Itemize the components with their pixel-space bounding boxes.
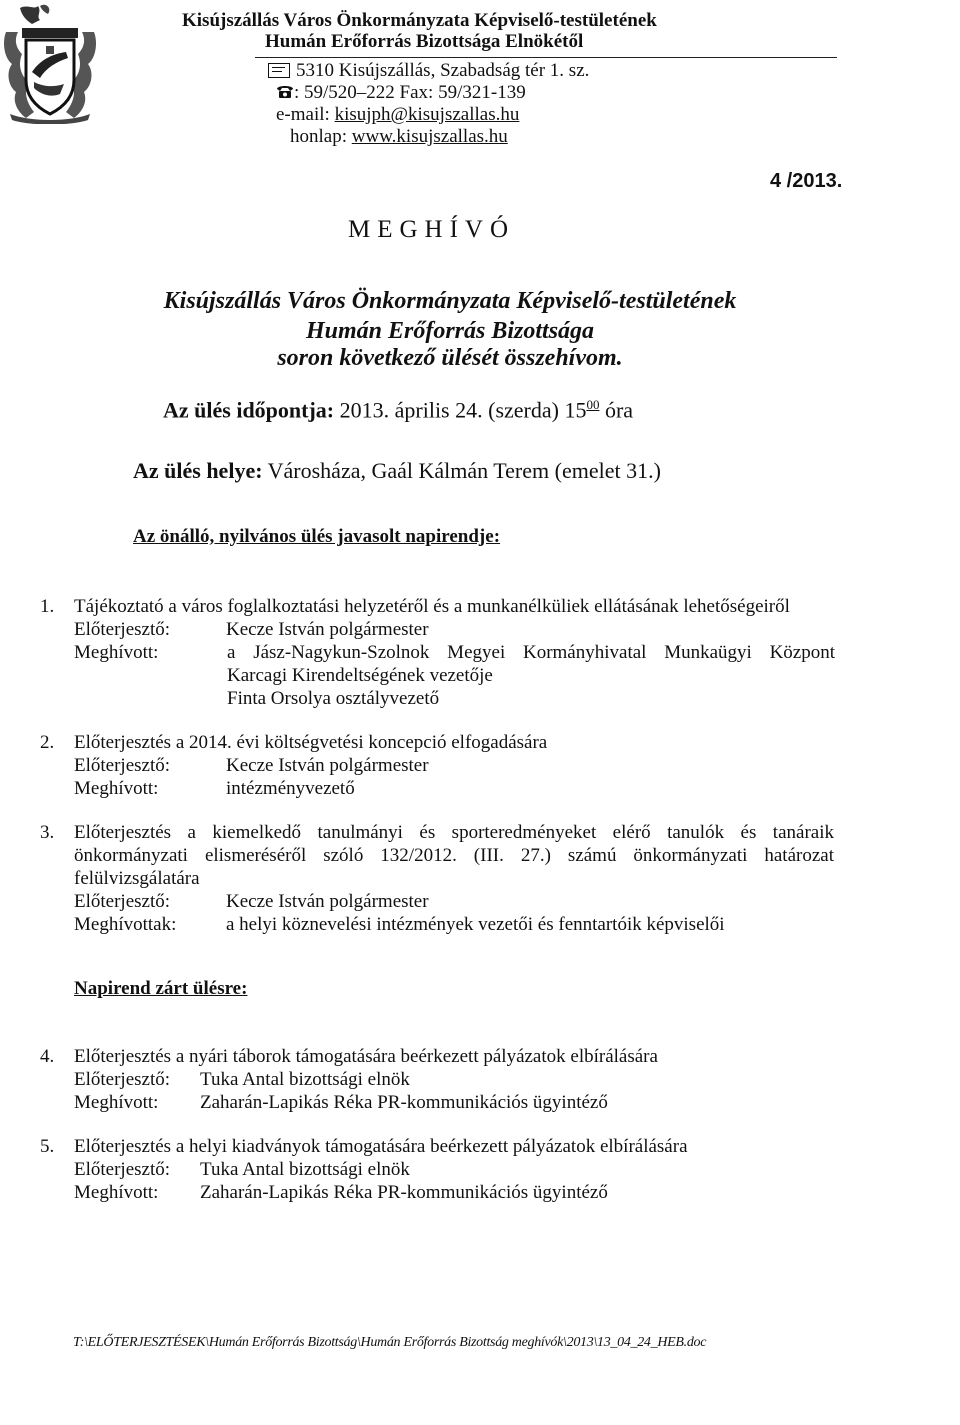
meeting-place-label: Az ülés helye:	[133, 458, 263, 483]
address-text: 5310 Kisújszállás, Szabadság tér 1. sz.	[296, 60, 590, 81]
open-agenda-heading: Az önálló, nyilvános ülés javasolt napirendje:	[133, 526, 501, 547]
meeting-time-value: 2013. április 24. (szerda) 15	[339, 397, 587, 423]
invited-name: a Jász-Nagykun-Szolnok Megyei Kormányhivatal Munkaügyi Központ	[227, 642, 835, 663]
agenda-item-title: Előterjesztés a 2014. évi költségvetési koncepció elfogadására	[74, 732, 548, 753]
meeting-place	[133, 458, 661, 484]
agenda-item-number: 2.	[40, 732, 55, 753]
meeting-time	[163, 397, 633, 423]
meeting-time-minutes: 00	[586, 397, 600, 412]
presenter-label: Előterjesztő:	[74, 1069, 171, 1090]
invited-name: Karcagi Kirendeltségének vezetője	[227, 665, 493, 686]
org-name-line2: Humán Erőforrás Bizottsága Elnökétől	[265, 31, 584, 52]
intro-line3: soron következő ülését összehívom.	[277, 345, 623, 371]
meeting-time-label: Az ülés időpontja:	[163, 397, 335, 423]
document-title: MEGHÍVÓ	[348, 216, 516, 243]
intro-line2: Humán Erőforrás Bizottsága	[305, 318, 595, 344]
invited-label: Meghívott:	[74, 642, 159, 663]
invited-name: Zaharán-Lapikás Réka PR-kommunikációs ügyintéző	[200, 1092, 608, 1113]
presenter-label: Előterjesztő:	[74, 755, 171, 776]
agenda-item-title: Előterjesztés a nyári táborok támogatására beérkezett pályázatok elbírálására	[74, 1046, 658, 1067]
agenda-item-number: 4.	[40, 1046, 55, 1067]
file-path-footer: T:\ELŐTERJESZTÉSEK\Humán Erőforrás Bizottság\Humán Erőforrás Bizottság meghívók\2013\13_04_24_HEB.doc	[73, 1335, 707, 1350]
phone-line	[276, 82, 526, 103]
presenter-label: Előterjesztő:	[74, 891, 171, 912]
presenter-name: Kecze István polgármester	[226, 619, 429, 640]
agenda-item-number: 3.	[40, 822, 55, 843]
meeting-time-suffix: óra	[604, 397, 634, 423]
intro-line1: Kisújszállás Város Önkormányzata Képviselő-testületének	[163, 288, 737, 314]
presenter-label: Előterjesztő:	[74, 619, 171, 640]
closed-agenda-heading: Napirend zárt ülésre:	[74, 978, 248, 999]
website-link[interactable]: www.kisujszallas.hu	[351, 126, 508, 147]
phone-text: : 59/520–222 Fax: 59/321-139	[294, 82, 526, 103]
org-name-line1: Kisújszállás Város Önkormányzata Képviselő-testületének	[182, 10, 657, 31]
coat-of-arms-logo	[0, 2, 100, 124]
email-label: e-mail:	[276, 104, 335, 125]
presenter-name: Tuka Antal bizottsági elnök	[200, 1159, 410, 1180]
header-divider	[255, 57, 837, 58]
presenter-name: Tuka Antal bizottsági elnök	[200, 1069, 410, 1090]
email-line	[276, 104, 519, 125]
invited-label: Meghívottak:	[74, 914, 177, 935]
presenter-label: Előterjesztő:	[74, 1159, 171, 1180]
presenter-name: Kecze István polgármester	[226, 891, 429, 912]
invited-label: Meghívott:	[74, 1182, 159, 1203]
email-link[interactable]: kisujph@kisujszallas.hu	[334, 104, 520, 125]
agenda-item-number: 5.	[40, 1136, 55, 1157]
reference-number: 4 /2013.	[770, 170, 843, 192]
agenda-item-title-line: felülvizsgálatára	[74, 868, 200, 889]
agenda-item-title: Előterjesztés a helyi kiadványok támogatására beérkezett pályázatok elbírálására	[74, 1136, 688, 1157]
invited-name: a helyi köznevelési intézmények vezetői és fenntartóik képviselői	[226, 914, 725, 935]
invited-name: Finta Orsolya osztályvezető	[227, 688, 440, 709]
agenda-item-title: Tájékoztató a város foglalkoztatási helyzetéről és a munkanélküliek ellátásának lehetőségeiről	[74, 596, 790, 617]
agenda-item-title-line: önkormányzati elismeréséről szóló 132/2012. (III. 27.) számú önkormányzati határozat	[74, 845, 834, 866]
presenter-name: Kecze István polgármester	[226, 755, 429, 776]
address-line	[268, 60, 589, 81]
agenda-item-number: 1.	[40, 596, 55, 617]
invited-label: Meghívott:	[74, 1092, 159, 1113]
invited-label: Meghívott:	[74, 778, 159, 799]
invited-name: intézményvezető	[226, 778, 355, 799]
invited-name: Zaharán-Lapikás Réka PR-kommunikációs ügyintéző	[200, 1182, 608, 1203]
meeting-place-value: Városháza, Gaál Kálmán Terem (emelet 31.)	[267, 458, 661, 483]
telephone-icon	[276, 84, 294, 99]
agenda-item-title-line: Előterjesztés a kiemelkedő tanulmányi és sporteredményeket elérő tanulók és tanáraik	[74, 822, 834, 843]
website-label: honlap:	[290, 126, 352, 147]
letter-icon	[268, 63, 290, 78]
website-line	[290, 126, 508, 147]
